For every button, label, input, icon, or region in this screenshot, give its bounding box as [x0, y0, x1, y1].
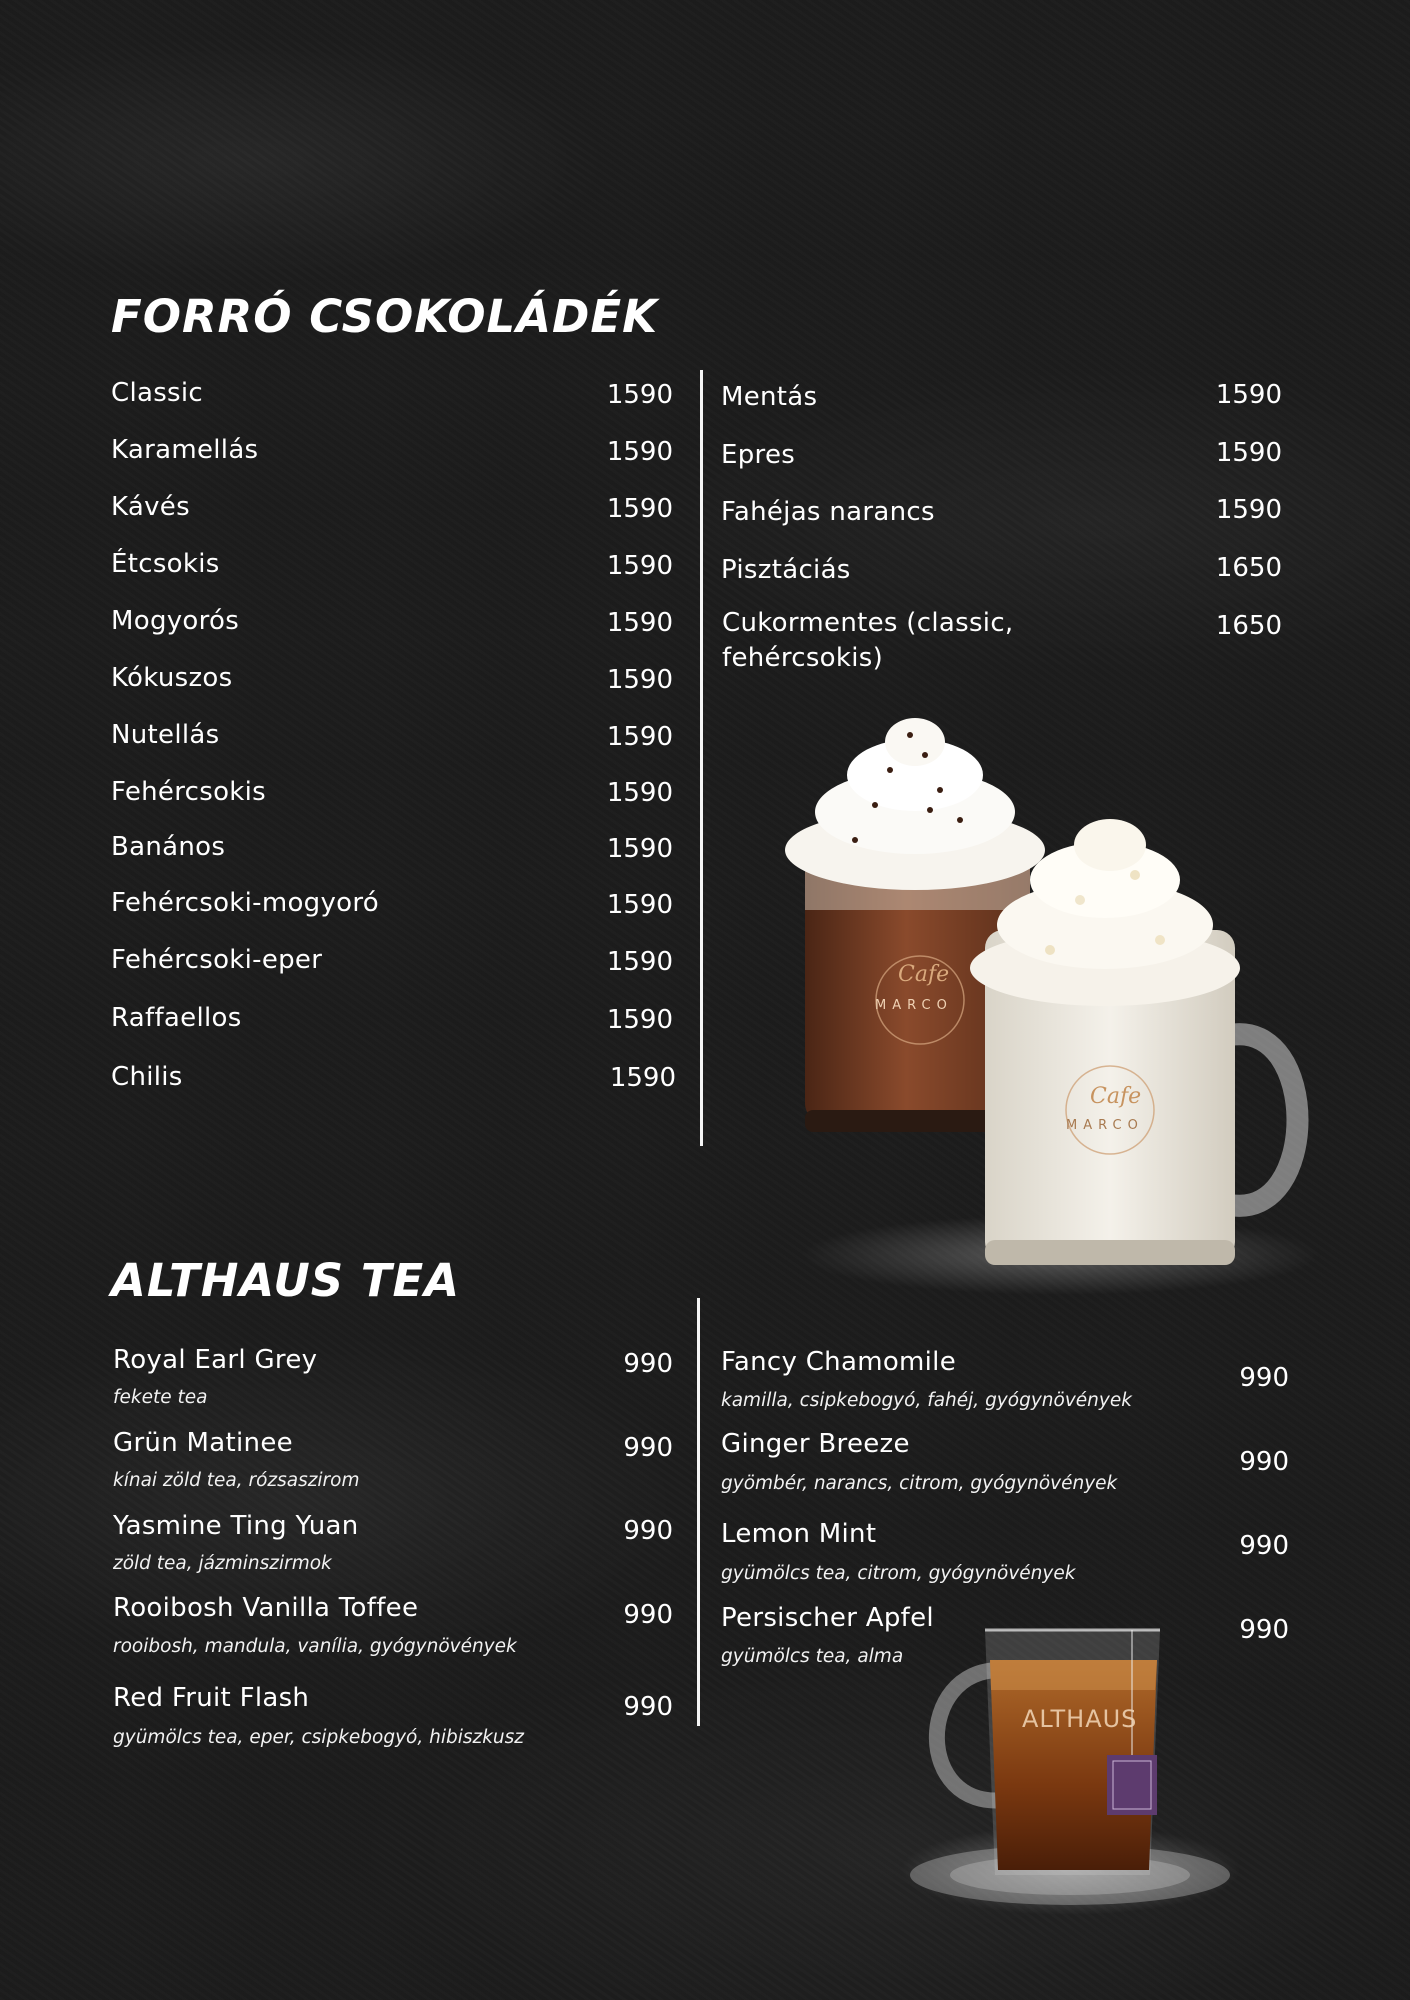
menu-item-name: Nutellás	[111, 720, 220, 750]
menu-item-name: Ginger Breeze	[721, 1429, 910, 1459]
menu-item-description: gyümölcs tea, alma	[721, 1646, 904, 1667]
menu-item-price: 990	[623, 1692, 673, 1722]
menu-item-price: 1590	[606, 608, 673, 638]
menu-item-price: 990	[1239, 1615, 1289, 1645]
menu-item-price: 1650	[1215, 611, 1282, 641]
menu-item-name: Red Fruit Flash	[113, 1683, 310, 1713]
menu-item-name: Kókuszos	[111, 663, 233, 693]
menu-item-price: 1590	[606, 551, 673, 581]
menu-item-price: 1590	[606, 494, 673, 524]
mug-logo-script: Cafe	[1090, 1084, 1142, 1109]
menu-item-name: Yasmine Ting Yuan	[113, 1511, 359, 1541]
menu-item-name: Fancy Chamomile	[721, 1347, 956, 1377]
menu-item-name: Grün Matinee	[113, 1428, 293, 1458]
menu-item-price: 1590	[606, 834, 673, 864]
menu-item-price: 1590	[606, 437, 673, 467]
menu-item-price: 1590	[606, 947, 673, 977]
menu-item-name: Fahéjas narancs	[721, 497, 935, 527]
menu-item-description: gyömbér, narancs, citrom, gyógynövények	[721, 1473, 1118, 1494]
menu-item-price: 990	[1239, 1531, 1289, 1561]
menu-item-price: 990	[623, 1349, 673, 1379]
menu-item-name: Fehércsoki-mogyoró	[111, 888, 379, 918]
mug-logo-brand: MARCO	[1066, 1118, 1144, 1133]
menu-item-price: 1590	[606, 665, 673, 695]
menu-item-name: Cukormentes (classic, fehércsokis)	[722, 608, 1014, 673]
tea-glass-illustration	[895, 1620, 1245, 1920]
menu-item-name: Pisztáciás	[721, 555, 851, 585]
menu-item-price: 990	[1239, 1447, 1289, 1477]
menu-item-price: 1590	[606, 778, 673, 808]
menu-item-name: Raffaellos	[111, 1003, 242, 1033]
menu-item-price: 1590	[606, 722, 673, 752]
menu-item-price: 990	[1239, 1363, 1289, 1393]
menu-item-name: Mentás	[721, 382, 818, 412]
menu-item-name: Karamellás	[111, 435, 259, 465]
chocolate-column-divider	[700, 370, 703, 1146]
mug-logo-brand: MARCO	[875, 998, 953, 1013]
menu-item-name: Rooibosh Vanilla Toffee	[113, 1593, 419, 1623]
menu-item-description: gyümölcs tea, eper, csipkebogyó, hibiszkusz	[113, 1727, 525, 1748]
menu-item-price: 1590	[606, 1005, 673, 1035]
menu-item-name: Lemon Mint	[721, 1519, 877, 1549]
menu-item-name: Fehércsokis	[111, 777, 266, 807]
menu-item-name: Classic	[111, 378, 204, 408]
menu-item-name: Royal Earl Grey	[113, 1345, 318, 1375]
menu-item-description: kínai zöld tea, rózsaszirom	[113, 1470, 360, 1491]
menu-item-price: 1590	[609, 1063, 676, 1093]
tea-glass-brand: ALTHAUS	[1022, 1705, 1138, 1733]
menu-item-price: 1590	[1215, 495, 1282, 525]
mug-logo-script: Cafe	[898, 962, 950, 987]
menu-item-description: fekete tea	[113, 1387, 208, 1408]
chocolate-section-title: FORRÓ CSOKOLÁDÉK	[111, 290, 659, 343]
menu-item-name: Chilis	[111, 1062, 183, 1092]
tea-column-divider	[697, 1298, 700, 1726]
menu-item-name: Mogyorós	[111, 606, 240, 636]
menu-item-price: 1590	[606, 380, 673, 410]
menu-item-name: Epres	[721, 440, 796, 470]
menu-item-price: 1590	[1215, 380, 1282, 410]
tea-section-title: ALTHAUS TEA	[111, 1254, 461, 1307]
menu-item-price: 990	[623, 1516, 673, 1546]
menu-item-name: Étcsokis	[111, 549, 220, 579]
menu-item-name: Persischer Apfel	[721, 1603, 934, 1633]
menu-item-name: Banános	[111, 832, 226, 862]
menu-item-price: 990	[623, 1433, 673, 1463]
menu-item-price: 990	[623, 1600, 673, 1630]
menu-item-description: kamilla, csipkebogyó, fahéj, gyógynövények	[721, 1390, 1132, 1411]
menu-item-name: Fehércsoki-eper	[111, 945, 323, 975]
menu-item-price: 1590	[1215, 438, 1282, 468]
menu-item-name: Kávés	[111, 492, 190, 522]
menu-item-description: zöld tea, jázminszirmok	[113, 1553, 332, 1574]
menu-item-price: 1590	[606, 890, 673, 920]
hot-chocolate-mugs-illustration	[760, 700, 1340, 1300]
menu-item-description: rooibosh, mandula, vanília, gyógynövények	[113, 1636, 517, 1657]
menu-item-description: gyümölcs tea, citrom, gyógynövények	[721, 1563, 1076, 1584]
menu-item-price: 1650	[1215, 553, 1282, 583]
